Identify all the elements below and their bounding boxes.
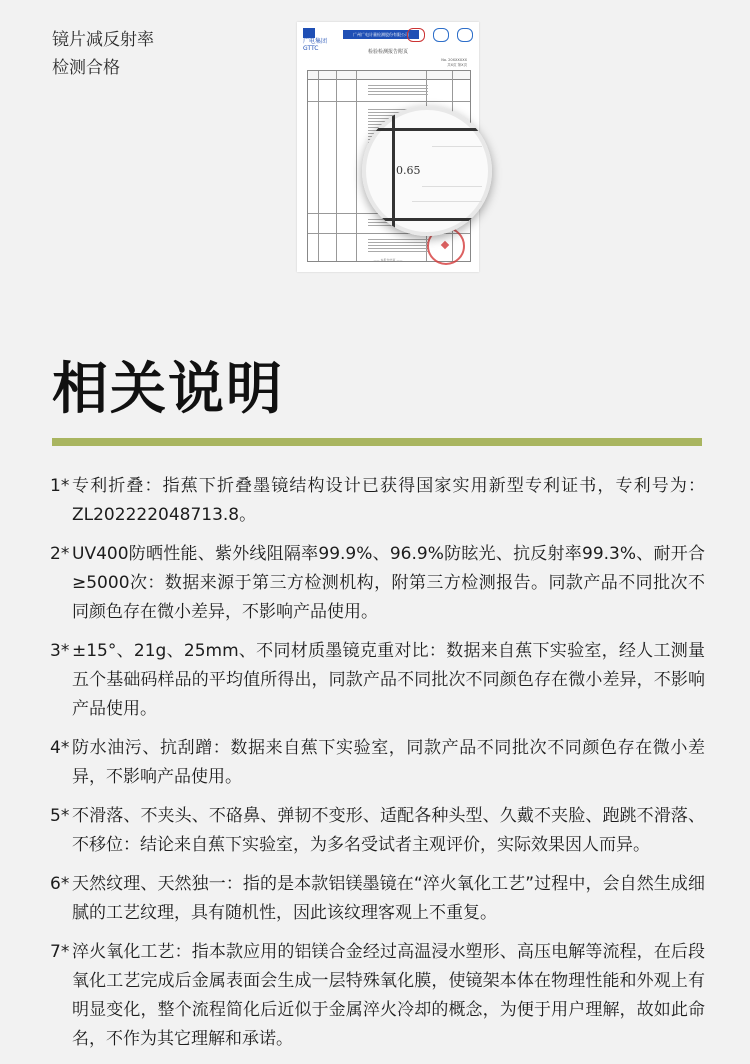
magnified-grid-line	[412, 201, 482, 202]
report-table-header	[308, 71, 470, 80]
cnas-mark-icon	[433, 28, 449, 42]
magnified-table-border	[362, 218, 492, 221]
magnified-table-border	[392, 106, 395, 236]
report-table-text	[368, 83, 428, 97]
note-number: 4*	[50, 738, 70, 758]
report-footer: —— 本报告结束 ——	[373, 258, 403, 262]
caption-line-1: 镜片减反射率	[52, 30, 154, 50]
lab-logo-text: 广电集团 GTTC	[303, 38, 328, 52]
note-item	[50, 472, 705, 530]
note-item	[50, 870, 705, 928]
note-number: 7*	[50, 942, 70, 962]
report-number-value: No. 20XXXXXX	[441, 58, 467, 62]
magnified-grid-line	[422, 186, 482, 187]
note-text: 防水油污、抗刮蹭：数据来自蕉下实验室，同款产品不同批次不同颜色存在微小差异，不影响产品使用。	[72, 738, 705, 787]
note-number: 6*	[50, 874, 70, 894]
note-number: 2*	[50, 544, 70, 564]
report-number	[441, 58, 467, 68]
note-number: 1*	[50, 476, 70, 496]
note-item	[50, 637, 705, 724]
note-number: 5*	[50, 806, 70, 826]
note-item	[50, 802, 705, 860]
lab-logo	[303, 28, 339, 52]
magnified-reflectance-value: 0.65	[396, 164, 421, 177]
lab-logo-mark	[303, 28, 315, 38]
note-text: 不滑落、不夹头、不硌鼻、弹韧不变形、适配各种头型、久戴不夹脸、跑跳不滑落、不移位：结论来自蕉下实验室，为多名受试者主观评价，实际效果因人而异。	[72, 806, 705, 855]
magnified-table-border	[362, 128, 492, 131]
notes-list	[50, 472, 705, 1064]
report-table-row	[308, 101, 470, 102]
report-page-value: 共X页 第X页	[447, 63, 467, 67]
report-table-text	[368, 237, 428, 254]
magnifier-lens	[362, 106, 492, 236]
note-text: ±15°、21g、25mm、不同材质墨镜克重对比：数据来自蕉下实验室，经人工测量五个基础码样品的平均值所得出，同款产品不同批次不同颜色存在微小差异，不影响产品使用。	[72, 641, 705, 719]
note-text: 天然纹理、天然独一：指的是本款铝镁墨镜在“淬火氧化工艺”过程中，会自然生成细腻的工艺纹理，具有随机性，因此该纹理客观上不重复。	[72, 874, 705, 923]
note-text: 专利折叠：指蕉下折叠墨镜结构设计已获得国家实用新型专利证书，专利号为：ZL202222048713.8。	[72, 476, 705, 525]
note-text: UV400防晒性能、紫外线阻隔率99.9%、96.9%防眩光、抗反射率99.3%、耐开合≥5000次：数据来源于第三方检测机构，附第三方检测报告。同款产品不同批次不同颜色存在微小差异，不影响产品使用。	[72, 544, 705, 622]
note-item	[50, 938, 705, 1054]
lab-name-bar: 广州广电计量检测股份有限公司	[343, 30, 419, 39]
cma-mark-icon	[407, 28, 425, 42]
section-divider	[52, 438, 702, 446]
note-text: 淬火氧化工艺：指本款应用的铝镁合金经过高温浸水塑形、高压电解等流程，在后段氧化工艺完成后金属表面会生成一层特殊氧化膜，使镜架本体在物理性能和外观上有明显变化，整个流程简化后近似于金属淬火冷却的概念，为便于用户理解，故如此命名，不作为其它理解和承诺。	[72, 942, 705, 1049]
section-title: 相关说明	[52, 357, 284, 422]
detection-caption	[52, 26, 154, 82]
report-title: 检验检测报告附页	[367, 49, 408, 55]
note-item	[50, 540, 705, 627]
caption-line-2: 检测合格	[52, 58, 120, 78]
ilac-mark-icon	[457, 28, 473, 42]
magnified-grid-line	[432, 146, 482, 147]
certification-marks	[404, 28, 473, 42]
note-number: 3*	[50, 641, 70, 661]
note-item	[50, 734, 705, 792]
